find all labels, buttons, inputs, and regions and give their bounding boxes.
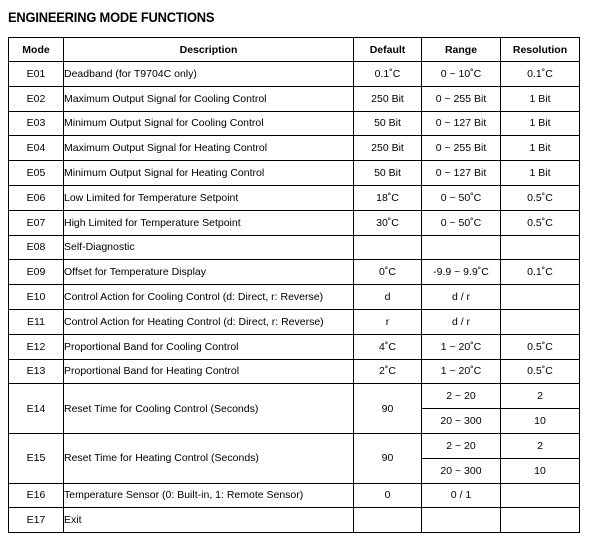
cell-description: Reset Time for Heating Control (Seconds) [64,433,354,483]
cell-resolution: 0.5˚C [501,185,580,210]
cell-mode: E04 [9,136,64,161]
header-default: Default [354,38,422,62]
cell-range: 2 ~ 20 [422,384,501,409]
engineering-mode-table [8,37,580,533]
cell-description: Maximum Output Signal for Cooling Control [64,86,354,111]
table-row [9,136,580,161]
cell-default: 18˚C [354,185,422,210]
cell-range: 0 / 1 [422,483,501,508]
cell-mode: E09 [9,260,64,285]
cell-mode: E05 [9,161,64,186]
cell-default: 50 Bit [354,111,422,136]
cell-resolution: 1 Bit [501,111,580,136]
cell-resolution: 10 [501,409,580,434]
header-resolution: Resolution [501,38,580,62]
cell-resolution [501,483,580,508]
header-mode: Mode [9,38,64,62]
cell-default [354,508,422,533]
cell-mode: E01 [9,62,64,87]
cell-range: 0 ~ 50˚C [422,185,501,210]
cell-resolution: 1 Bit [501,161,580,186]
cell-default: 90 [354,384,422,434]
cell-description: Self-Diagnostic [64,235,354,260]
cell-resolution: 1 Bit [501,86,580,111]
cell-resolution: 0.5˚C [501,359,580,384]
cell-resolution: 0.5˚C [501,210,580,235]
cell-default: d [354,285,422,310]
cell-description: Control Action for Cooling Control (d: Direct, r: Reverse) [64,285,354,310]
cell-mode: E08 [9,235,64,260]
table-row [9,508,580,533]
cell-default: 0˚C [354,260,422,285]
cell-range: 20 ~ 300 [422,409,501,434]
cell-resolution [501,285,580,310]
page-title: ENGINEERING MODE FUNCTIONS [8,9,215,25]
cell-range: 0 ~ 50˚C [422,210,501,235]
cell-resolution: 2 [501,384,580,409]
cell-default [354,235,422,260]
cell-default: 50 Bit [354,161,422,186]
cell-mode: E03 [9,111,64,136]
cell-range [422,235,501,260]
cell-default: 30˚C [354,210,422,235]
cell-description: Minimum Output Signal for Heating Control [64,161,354,186]
cell-mode: E17 [9,508,64,533]
table-row [9,285,580,310]
cell-resolution: 10 [501,458,580,483]
cell-default: 250 Bit [354,136,422,161]
cell-description: Reset Time for Cooling Control (Seconds) [64,384,354,434]
cell-resolution: 2 [501,433,580,458]
cell-resolution: 0.1˚C [501,62,580,87]
cell-description: Control Action for Heating Control (d: Direct, r: Reverse) [64,309,354,334]
cell-range: d / r [422,285,501,310]
table-header-row [9,38,580,62]
cell-description: Minimum Output Signal for Cooling Control [64,111,354,136]
table-row [9,161,580,186]
cell-range: 1 ~ 20˚C [422,334,501,359]
cell-range [422,508,501,533]
table-row [9,62,580,87]
table-row [9,433,580,458]
cell-mode: E16 [9,483,64,508]
table-row [9,185,580,210]
table-row [9,86,580,111]
cell-default: 2˚C [354,359,422,384]
cell-resolution [501,309,580,334]
cell-range: 0 ~ 127 Bit [422,111,501,136]
table-row [9,309,580,334]
cell-mode: E06 [9,185,64,210]
cell-description: Exit [64,508,354,533]
table-row [9,483,580,508]
cell-description: Low Limited for Temperature Setpoint [64,185,354,210]
cell-range: 1 ~ 20˚C [422,359,501,384]
cell-description: Temperature Sensor (0: Built-in, 1: Remote Sensor) [64,483,354,508]
cell-description: Proportional Band for Heating Control [64,359,354,384]
cell-description: Maximum Output Signal for Heating Control [64,136,354,161]
cell-mode: E11 [9,309,64,334]
cell-range: 2 ~ 20 [422,433,501,458]
cell-range: 0 ~ 127 Bit [422,161,501,186]
cell-description: Proportional Band for Cooling Control [64,334,354,359]
table-row [9,384,580,409]
table-row [9,210,580,235]
cell-default: 0.1˚C [354,62,422,87]
header-range: Range [422,38,501,62]
cell-range: d / r [422,309,501,334]
table-row [9,359,580,384]
cell-default: 250 Bit [354,86,422,111]
cell-resolution: 0.1˚C [501,260,580,285]
table-row [9,260,580,285]
cell-mode: E13 [9,359,64,384]
table-row [9,235,580,260]
cell-mode: E07 [9,210,64,235]
cell-description: Offset for Temperature Display [64,260,354,285]
cell-range: 0 ~ 255 Bit [422,136,501,161]
cell-resolution [501,235,580,260]
header-description: Description [64,38,354,62]
cell-default: 0 [354,483,422,508]
cell-default: 90 [354,433,422,483]
cell-mode: E14 [9,384,64,434]
cell-mode: E12 [9,334,64,359]
cell-default: r [354,309,422,334]
cell-range: 0 ~ 255 Bit [422,86,501,111]
cell-resolution: 1 Bit [501,136,580,161]
cell-mode: E10 [9,285,64,310]
cell-default: 4˚C [354,334,422,359]
table-row [9,334,580,359]
cell-mode: E02 [9,86,64,111]
cell-range: 20 ~ 300 [422,458,501,483]
cell-mode: E15 [9,433,64,483]
cell-range: 0 ~ 10˚C [422,62,501,87]
cell-resolution [501,508,580,533]
table-row [9,111,580,136]
cell-description: High Limited for Temperature Setpoint [64,210,354,235]
cell-range: -9.9 ~ 9.9˚C [422,260,501,285]
cell-description: Deadband (for T9704C only) [64,62,354,87]
cell-resolution: 0.5˚C [501,334,580,359]
